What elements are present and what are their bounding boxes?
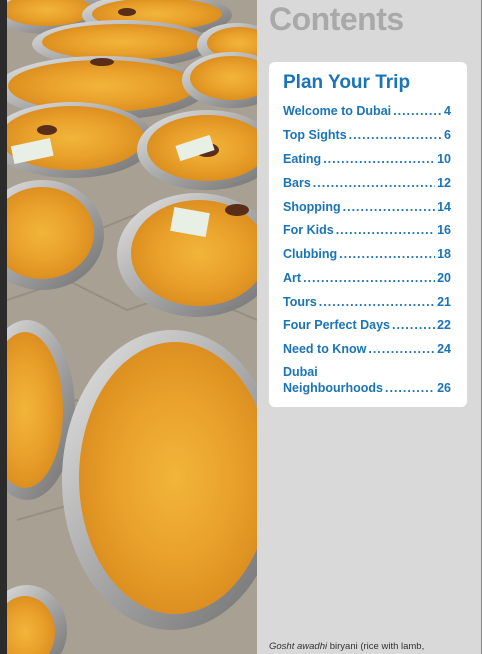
leader-dots [343, 200, 435, 215]
leader-dots [385, 380, 435, 396]
toc-item-label-line2: Neighbourhoods [283, 381, 383, 395]
toc-card [269, 62, 467, 407]
leader-dots [319, 295, 435, 310]
toc-item-for-kids[interactable] [283, 223, 451, 238]
toc-item-label: Art [283, 271, 302, 285]
toc-item-label: Shopping [283, 200, 341, 214]
toc-item-label: Welcome to Dubai [283, 104, 392, 118]
toc-item-page: 21 [437, 295, 451, 309]
toc-item-page: 16 [437, 223, 451, 237]
toc-section-title: Plan Your Trip [283, 72, 411, 93]
leader-dots [349, 128, 442, 143]
toc-item-page: 24 [437, 342, 451, 356]
photo-caption [269, 641, 479, 652]
biryani-platters-illustration [7, 0, 257, 654]
toc-item-art[interactable] [283, 271, 451, 286]
toc-item-label: Eating [283, 152, 322, 166]
toc-item-four-perfect-days[interactable] [283, 318, 451, 333]
toc-item-label: Top Sights [283, 128, 347, 142]
page-title: Contents [269, 1, 404, 37]
toc-item-page: 12 [437, 176, 451, 190]
toc-item-clubbing[interactable] [283, 247, 451, 262]
toc-item-bars[interactable] [283, 176, 451, 191]
biryani-photo [7, 0, 257, 654]
toc-item-page: 4 [444, 104, 451, 118]
toc-item-top-sights[interactable] [283, 128, 451, 143]
leader-dots [323, 152, 435, 167]
leader-dots [393, 104, 442, 119]
toc-item-welcome[interactable] [283, 104, 451, 119]
toc-item-page: 14 [437, 200, 451, 214]
toc-item-dubai-neighbourhoods[interactable] [283, 364, 451, 396]
toc-item-label-line1: Dubai [283, 365, 318, 379]
toc-item-label: Bars [283, 176, 311, 190]
toc-item-page: 18 [437, 247, 451, 261]
caption-text: biryani (rice with lamb, [327, 641, 425, 652]
toc-item-tours[interactable] [283, 295, 451, 310]
toc-item-label: For Kids [283, 223, 334, 237]
leader-dots [392, 318, 435, 333]
page-edge [0, 0, 7, 654]
leader-dots [303, 271, 435, 286]
toc-item-label: Four Perfect Days [283, 318, 390, 332]
toc-item-page: 6 [444, 128, 451, 142]
toc-item-label: Need to Know [283, 342, 367, 356]
caption-dish-name: Gosht awadhi [269, 641, 328, 652]
leader-dots [313, 176, 435, 191]
toc-item-page: 26 [437, 381, 451, 395]
toc-item-label: Clubbing [283, 247, 338, 261]
toc-item-shopping[interactable] [283, 200, 451, 215]
toc-item-page: 10 [437, 152, 451, 166]
leader-dots [368, 342, 435, 357]
leader-dots [339, 247, 435, 262]
leader-dots [336, 223, 435, 238]
toc-item-eating[interactable] [283, 152, 451, 167]
toc-item-need-to-know[interactable] [283, 342, 451, 357]
toc-item-page: 22 [437, 318, 451, 332]
toc-item-page: 20 [437, 271, 451, 285]
toc-item-label: Tours [283, 295, 317, 309]
